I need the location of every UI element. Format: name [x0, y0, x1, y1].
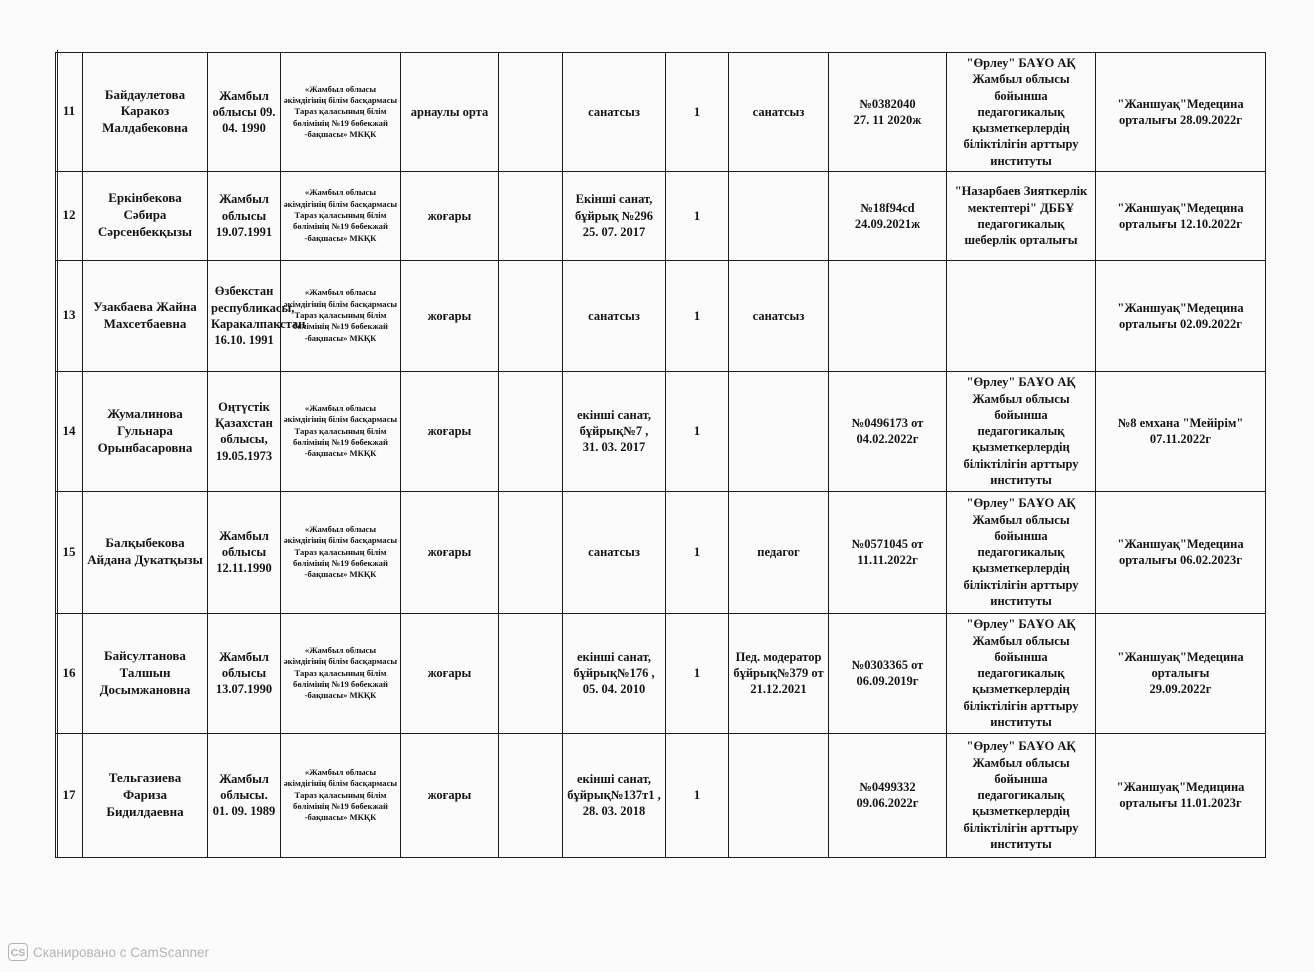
rate-cell: 1 — [666, 53, 729, 172]
rate-cell: 1 — [666, 171, 729, 260]
birth-place-date-cell: Жамбыл облысы 09. 04. 1990 — [208, 53, 281, 172]
education-cell: жоғары — [401, 171, 499, 260]
organization-cell: «Жамбыл облысы әкімдігінің білім басқармасы Тараз қаласының білім бөлімінің №19 бөбекжай -бақшасы» МКҚК — [281, 371, 401, 491]
birth-place-date-cell: Жамбыл облысы 19.07.1991 — [208, 171, 281, 260]
education-cell: жоғары — [401, 371, 499, 491]
organization-cell: «Жамбыл облысы әкімдігінің білім басқармасы Тараз қаласының білім бөлімінің №19 бөбекжай -бақшасы» МКҚК — [281, 171, 401, 260]
rate-cell: 1 — [666, 371, 729, 491]
training-institution-cell: "Өрлеу" БАҰО АҚ Жамбыл облысы бойынша педагогикалық қызметкерлердің біліктілігін арттыру институты — [947, 613, 1096, 733]
empty-cell — [499, 171, 563, 260]
medical-check-cell: "Жаншуақ"Медецина орталығы 02.09.2022г — [1096, 260, 1266, 371]
qualification-cell — [729, 733, 829, 857]
medical-check-cell: "Жаншуақ"Медецина орталығы 28.09.2022г — [1096, 53, 1266, 172]
organization-cell: «Жамбыл облысы әкімдігінің білім басқармасы Тараз қаласының білім бөлімінің №19 бөбекжай -бақшасы» МКҚК — [281, 260, 401, 371]
empty-cell — [499, 613, 563, 733]
qualification-cell: санатсыз — [729, 53, 829, 172]
certificate-cell — [829, 260, 947, 371]
table-row — [56, 171, 1266, 260]
full-name-cell: Байдаулетова Каракоз Малдабековна — [83, 53, 208, 172]
rate-cell: 1 — [666, 733, 729, 857]
certificate-cell: №18f94cd 24.09.2021ж — [829, 171, 947, 260]
row-number-cell: 13 — [56, 260, 83, 371]
education-cell: арнаулы орта — [401, 53, 499, 172]
rate-cell: 1 — [666, 613, 729, 733]
medical-check-cell: "Жаншуақ"Медецина орталығы 06.02.2023г — [1096, 491, 1266, 613]
birth-place-date-cell: Оңтүстік Қазахстан облысы, 19.05.1973 — [208, 371, 281, 491]
birth-place-date-cell: Жамбыл облысы. 01. 09. 1989 — [208, 733, 281, 857]
empty-cell — [499, 53, 563, 172]
row-number-cell: 12 — [56, 171, 83, 260]
birth-place-date-cell: Жамбыл облысы 13.07.1990 — [208, 613, 281, 733]
table-row — [56, 733, 1266, 857]
education-cell: жоғары — [401, 733, 499, 857]
full-name-cell: Еркінбекова Сәбира Сәрсенбекқызы — [83, 171, 208, 260]
qualification-cell: Пед. модератор бұйрық№379 от 21.12.2021 — [729, 613, 829, 733]
medical-check-cell: №8 емхана "Мейірім" 07.11.2022г — [1096, 371, 1266, 491]
camscanner-logo-icon: CS — [8, 943, 28, 961]
education-cell: жоғары — [401, 491, 499, 613]
organization-cell: «Жамбыл облысы әкімдігінің білім басқармасы Тараз қаласының білім бөлімінің №19 бөбекжай -бақшасы» МКҚК — [281, 491, 401, 613]
table-row — [56, 53, 1266, 172]
row-number-cell: 16 — [56, 613, 83, 733]
full-name-cell: Тельгазиева Фариза Бидилдаевна — [83, 733, 208, 857]
row-number-cell: 17 — [56, 733, 83, 857]
row-number-cell: 15 — [56, 491, 83, 613]
certificate-cell: №0499332 09.06.2022г — [829, 733, 947, 857]
organization-cell: «Жамбыл облысы әкімдігінің білім басқармасы Тараз қаласының білім бөлімінің №19 бөбекжай -бақшасы» МКҚК — [281, 733, 401, 857]
table-row — [56, 260, 1266, 371]
empty-cell — [499, 260, 563, 371]
row-number-cell: 14 — [56, 371, 83, 491]
scanner-watermark — [8, 943, 209, 961]
rate-cell: 1 — [666, 491, 729, 613]
organization-cell: «Жамбыл облысы әкімдігінің білім басқармасы Тараз қаласының білім бөлімінің №19 бөбекжай -бақшасы» МКҚК — [281, 613, 401, 733]
birth-place-date-cell: Жамбыл облысы 12.11.1990 — [208, 491, 281, 613]
medical-check-cell: "Жаншуақ"Медецина орталығы 12.10.2022г — [1096, 171, 1266, 260]
training-institution-cell: "Өрлеу" БАҰО АҚ Жамбыл облысы бойынша педагогикалық қызметкерлердің біліктілігін арттыру институты — [947, 53, 1096, 172]
medical-check-cell: "Жаншуақ"Медецина орталығы 29.09.2022г — [1096, 613, 1266, 733]
category-order-cell: санатсыз — [563, 260, 666, 371]
table-row — [56, 491, 1266, 613]
row-number-cell: 11 — [56, 53, 83, 172]
category-order-cell: Екінші санат, бұйрық №296 25. 07. 2017 — [563, 171, 666, 260]
empty-cell — [499, 733, 563, 857]
training-institution-cell: "Назарбаев Зияткерлік мектептері" ДББҰ педагогикалық шеберлік орталығы — [947, 171, 1096, 260]
training-institution-cell: "Өрлеу" БАҰО АҚ Жамбыл облысы бойынша педагогикалық қызметкерлердің біліктілігін арттыру институты — [947, 491, 1096, 613]
category-order-cell: екінші санат, бұйрық№176 , 05. 04. 2010 — [563, 613, 666, 733]
rate-cell: 1 — [666, 260, 729, 371]
training-institution-cell: "Өрлеу" БАҰО АҚ Жамбыл облысы бойынша педагогикалық қызметкерлердің біліктілігін арттыру институты — [947, 371, 1096, 491]
training-institution-cell: "Өрлеу" БАҰО АҚ Жамбыл облысы бойынша педагогикалық қызметкерлердің біліктілігін арттыру институты — [947, 733, 1096, 857]
category-order-cell: екінші санат, бұйрық№7 , 31. 03. 2017 — [563, 371, 666, 491]
medical-check-cell: "Жаншуақ"Медицина орталығы 11.01.2023г — [1096, 733, 1266, 857]
empty-cell — [499, 491, 563, 613]
qualification-cell — [729, 171, 829, 260]
birth-place-date-cell: Өзбекстан республикасы, Каракалпакстан 16.10. 1991 — [208, 260, 281, 371]
certificate-cell: №0303365 от 06.09.2019г — [829, 613, 947, 733]
education-cell: жоғары — [401, 613, 499, 733]
certificate-cell: №0382040 27. 11 2020ж — [829, 53, 947, 172]
category-order-cell: санатсыз — [563, 491, 666, 613]
category-order-cell: екінші санат, бұйрық№137т1 , 28. 03. 2018 — [563, 733, 666, 857]
watermark-text: Сканировано с CamScanner — [33, 944, 210, 960]
full-name-cell: Жумалинова Гульнара Орынбасаровна — [83, 371, 208, 491]
education-cell: жоғары — [401, 260, 499, 371]
category-order-cell: санатсыз — [563, 53, 666, 172]
certificate-cell: №0571045 от 11.11.2022г — [829, 491, 947, 613]
table-row — [56, 371, 1266, 491]
qualification-cell: педагог — [729, 491, 829, 613]
full-name-cell: Узакбаева Жайна Махсетбаевна — [83, 260, 208, 371]
qualification-cell: санатсыз — [729, 260, 829, 371]
organization-cell: «Жамбыл облысы әкімдігінің білім басқармасы Тараз қаласының білім бөлімінің №19 бөбекжай -бақшасы» МКҚК — [281, 53, 401, 172]
staff-table — [55, 52, 1266, 858]
table-row — [56, 613, 1266, 733]
qualification-cell — [729, 371, 829, 491]
training-institution-cell — [947, 260, 1096, 371]
full-name-cell: Байсултанова Талшын Досымжановна — [83, 613, 208, 733]
full-name-cell: Балқыбекова Айдана Дукатқызы — [83, 491, 208, 613]
empty-cell — [499, 371, 563, 491]
certificate-cell: №0496173 от 04.02.2022г — [829, 371, 947, 491]
